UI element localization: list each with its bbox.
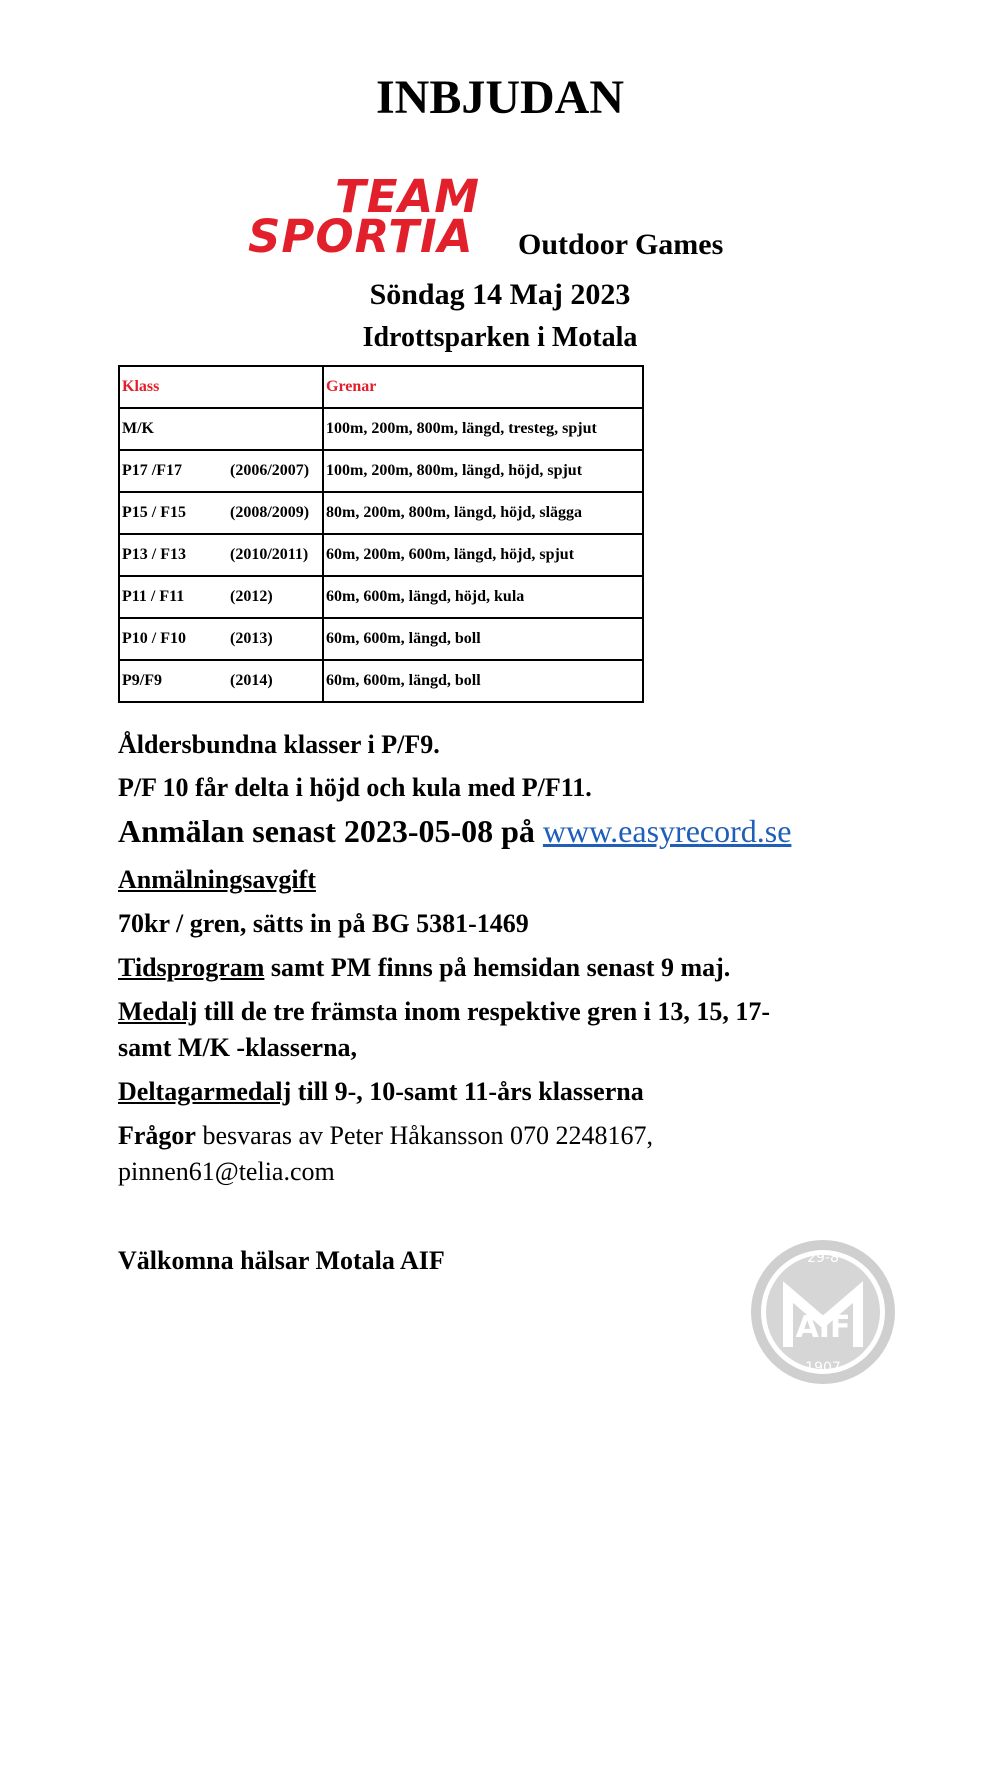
page-title: INBJUDAN — [375, 71, 624, 124]
schedule-rest: samt PM finns på hemsidan senast 9 maj. — [264, 953, 731, 982]
header-grenar: Grenar — [323, 366, 643, 408]
class-year: (2006/2007) — [230, 462, 310, 479]
class-name: P9/F9 — [122, 672, 162, 689]
questions-rest: besvaras av Peter Håkansson 070 2248167, — [195, 1121, 654, 1150]
medal-line-2: samt M/K -klasserna, — [118, 1033, 358, 1062]
class-events: 100m, 200m, 800m, längd, höjd, spjut — [323, 450, 643, 492]
class-year: (2010/2011) — [230, 546, 309, 563]
class-events: 60m, 600m, längd, boll — [323, 660, 643, 702]
participant-word: Deltagarmedalj — [118, 1077, 292, 1106]
table-header-row — [119, 366, 643, 408]
seal-bottom: 1907 — [805, 1360, 841, 1376]
participant-rest: till 9-, 10-samt 11-års klasserna — [291, 1077, 644, 1106]
signup-line — [118, 813, 791, 850]
medal-word: Medalj — [118, 997, 198, 1026]
class-name: M/K — [122, 420, 154, 437]
p10-note: P/F 10 får delta i höjd och kula med P/F11. — [118, 773, 592, 802]
medal-rest-1: till de tre främsta inom respektive gren i 13, 15, 17- — [197, 997, 771, 1026]
event-venue: Idrottsparken i Motala — [362, 322, 638, 353]
class-year: (2008/2009) — [230, 504, 310, 521]
class-name: P13 / F13 — [122, 546, 186, 563]
contact-email: pinnen61@telia.com — [118, 1157, 335, 1186]
participant-medal-line — [118, 1077, 644, 1107]
signup-text: Anmälan senast 2023-05-08 på — [118, 813, 543, 849]
logo-line-1: TEAM — [335, 170, 481, 223]
fee-heading: Anmälningsavgift — [118, 865, 316, 894]
class-name: P17 /F17 — [122, 462, 182, 479]
seal-center: AIF — [795, 1310, 851, 1345]
age-classes-note: Åldersbundna klasser i P/F9. — [118, 730, 440, 759]
class-events: 60m, 600m, längd, höjd, kula — [323, 576, 643, 618]
easyrecord-link[interactable]: www.easyrecord.se — [542, 813, 792, 849]
event-date: Söndag 14 Maj 2023 — [369, 278, 631, 311]
event-name: Outdoor Games — [518, 228, 724, 261]
table-row — [119, 492, 643, 534]
class-year: (2012) — [230, 588, 273, 605]
motala-aif-seal-icon — [748, 1237, 898, 1387]
class-year: (2013) — [230, 630, 273, 647]
table-row — [119, 576, 643, 618]
class-events: 60m, 600m, längd, boll — [323, 618, 643, 660]
class-events-table — [118, 365, 644, 703]
team-sportia-logo — [248, 170, 504, 263]
class-events: 60m, 200m, 600m, längd, höjd, spjut — [323, 534, 643, 576]
table-row — [119, 534, 643, 576]
class-year: (2014) — [230, 672, 273, 689]
class-events: 100m, 200m, 800m, längd, tresteg, spjut — [323, 408, 643, 450]
table-row — [119, 408, 643, 450]
logo-line-2: SPORTIA — [248, 210, 474, 263]
questions-line — [118, 1121, 653, 1151]
schedule-word: Tidsprogram — [118, 953, 265, 982]
welcome-text: Välkomna hälsar Motala AIF — [118, 1246, 445, 1275]
class-name: P15 / F15 — [122, 504, 186, 521]
table-row — [119, 618, 643, 660]
class-name: P11 / F11 — [122, 588, 185, 605]
class-name: P10 / F10 — [122, 630, 186, 647]
class-events: 80m, 200m, 800m, längd, höjd, slägga — [323, 492, 643, 534]
fee-text: 70kr / gren, sätts in på BG 5381-1469 — [118, 909, 529, 938]
header-klass: Klass — [119, 366, 323, 408]
medal-line — [118, 997, 770, 1027]
table-row — [119, 450, 643, 492]
schedule-line — [118, 953, 730, 983]
table-row — [119, 660, 643, 702]
seal-top: 29-8 — [807, 1250, 839, 1266]
questions-word: Frågor — [118, 1121, 196, 1150]
